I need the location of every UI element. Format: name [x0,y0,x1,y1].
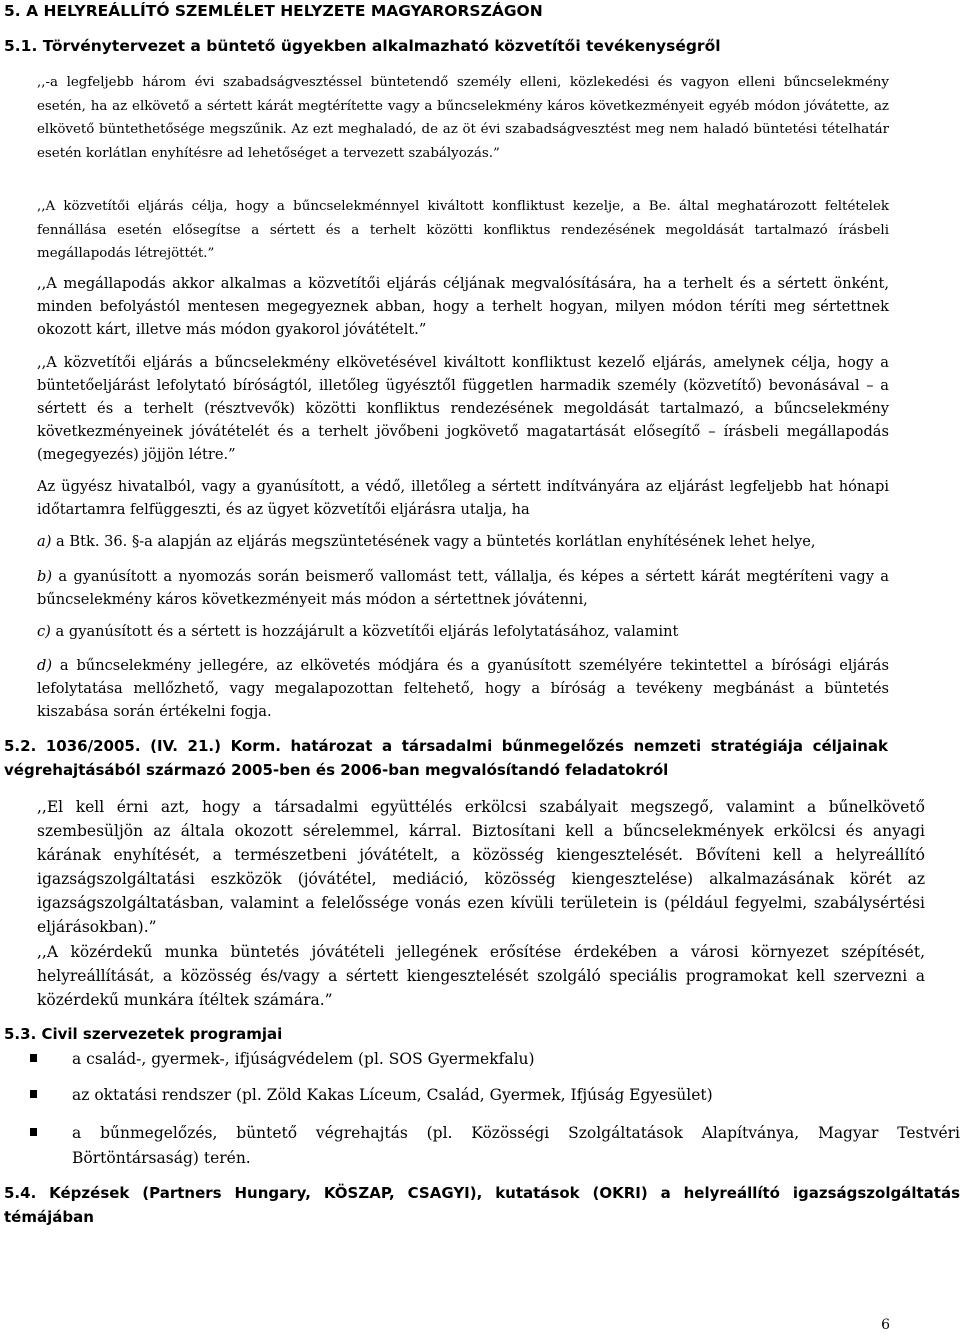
square-bullet-icon [30,1128,37,1136]
bullet-list [30,1047,960,1171]
list-item-text: a gyanúsított és a sértett is hozzájárult a közvetítői eljárás lefolytatásához, valamint [50,623,679,640]
paragraph-5-1-quote-4: ,,A közvetítői eljárás a bűncselekmény elkövetésével kiváltott konfliktust kezelő eljárás, amelynek célja, hogy a büntetőeljárást lefolytató bíróságtól, illetőleg ügyésztől független harmadik személy (közvetítő) bevonásával – a sértett és a terhelt (résztvevők) közötti konfliktus rendezésének megoldását tartalmazó, a bűncselekmény következményeinek jóvátételét és a terhelt jövőbeni jogkövető magatartását elősegítő – írásbeli megállapodás (megegyezés) jöjjön létre.” [37,354,889,463]
list-item: a család-, gyermek-, ifjúságvédelem (pl. SOS Gyermekfalu) [30,1047,960,1072]
section-5-3-title: 5.3. Civil szervezetek programjai [4,1025,283,1043]
list-item-b [37,565,889,611]
list-letter: c) [37,623,51,640]
list-item: a bűnmegelőzés, büntető végrehajtás (pl. Közösségi Szolgáltatások Alapítványa, Magyar Testvéri Börtöntársaság) terén. [30,1121,960,1171]
paragraph-5-2-quote-2: ,,A közérdekű munka büntetés jóvátételi jellegének erősítése érdekében a városi környezet szépítését, helyreállítását, a közösség és/vagy a sértett kiengesztelését szolgáló speciális programokat kell szervezni a közérdekű munkára ítéltek számára.” [37,943,925,1009]
section-5-title: 5. A HELYREÁLLÍTÓ SZEMLÉLET HELYZETE MAGYARORSZÁGON [4,2,543,20]
paragraph-5-1-quote-2: ,,A közvetítői eljárás célja, hogy a bűncselekménnyel kiváltott konfliktust kezelje, a Be. által meghatározott feltételek fennállása esetén elősegítse a sértett és a terhelt közötti konfliktus rendezésének megoldását tartalmazó írásbeli megállapodás létrejöttét.” [37,199,889,261]
paragraph-5-1-quote-1: ,,-a legfeljebb három évi szabadságvesztéssel büntetendő személy elleni, közlekedési és vagyon elleni bűncselekmény esetén, ha az elkövető a sértett kárát megtérítette vagy a bűncselekmény káros következményeit egyéb módon jóvátette, az elkövető büntethetősége megszűnik. Az ezt meghaladó, de az öt évi szabadságvesztést meg nem haladó büntetési tételhatár esetén korlátlan enyhítésre ad lehetőséget a tervezett szabályozás.” [37,75,889,161]
section-5-2-title: 5.2. 1036/2005. (IV. 21.) Korm. határozat a társadalmi bűnmegelőzés nemzeti stratégiája céljainak végrehajtásából származó 2005-ben és 2006-ban megvalósítandó feladatokról [4,737,888,779]
square-bullet-icon [30,1090,37,1098]
paragraph-5-1-quote-3: ,,A megállapodás akkor alkalmas a közvetítői eljárás céljának megvalósítására, ha a terhelt és a sértett önként, minden befolyástól mentesen megegyeznek abban, hogy a terhelt hogyan, milyen módon téríti meg sértettnek okozott kárt, illetve más módon gyakorol jóvátételt.” [37,275,889,338]
list-letter: a) [37,533,52,550]
list-item-d [37,654,889,723]
paragraph-5-1-prosecutor: Az ügyész hivatalból, vagy a gyanúsított, a védő, illetőleg a sértett indítványára az eljárást legfeljebb hat hónapi időtartamra felfüggeszti, és az ügyet közvetítői eljárásra utalja, ha [37,478,889,518]
list-item-text: a Btk. 36. §-a alapján az eljárás megszüntetésének vagy a büntetés korlátlan enyhítésének lehet helye, [51,533,816,550]
section-5-1-title: 5.1. Törvénytervezet a büntető ügyekben alkalmazható közvetítői tevékenységről [4,37,721,55]
list-letter: b) [37,568,53,585]
list-item-text: a gyanúsított a nyomozás során beismerő vallomást tett, vállalja, és képes a sértett kárát megtéríteni vagy a bűncselekmény káros következményeit más módon a sértettnek jóvátenni, [37,568,889,608]
list-item-text: a bűncselekmény jellegére, az elkövetés módjára és a gyanúsított személyére tekintettel a bírósági eljárás lefolytatása mellőzhető, vagy megalapozottan feltehető, hogy a bíróság a tevékeny megbánást a büntetés kiszabása során értékelni fogja. [37,657,889,720]
list-item-a [37,530,889,553]
list-item-c [37,620,889,643]
list-item: az oktatási rendszer (pl. Zöld Kakas Líceum, Család, Gyermek, Ifjúság Egyesület) [30,1083,960,1108]
square-bullet-icon [30,1054,37,1062]
page-number: 6 [881,1317,890,1333]
section-5-4-title: 5.4. Képzések (Partners Hungary, KÖSZAP, CSAGYI), kutatások (OKRI) a helyreállító igazságszolgáltatás témájában [4,1184,960,1226]
paragraph-5-2-quote-1: ,,El kell érni azt, hogy a társadalmi együttélés erkölcsi szabályait megszegő, valamint a bűnelkövető szembesüljön az általa okozott sérelemmel, kárral. Biztosítani kell a bűncselekmények erkölcsi és anyagi kárának enyhítését, a természetbeni jóvátételt, a közösség kiengesztelését. Bővíteni kell a helyreállító igazságszolgáltatási eszközök (jóvátétel, mediáció, közösség kiengesztelése) alkalmazásának körét az igazságszolgáltatásban, valamint a felelőssége vonás ezen kívüli területein is (például fegyelmi, szabálysértési eljárásokban).” [37,798,925,936]
list-letter: d) [37,657,53,674]
